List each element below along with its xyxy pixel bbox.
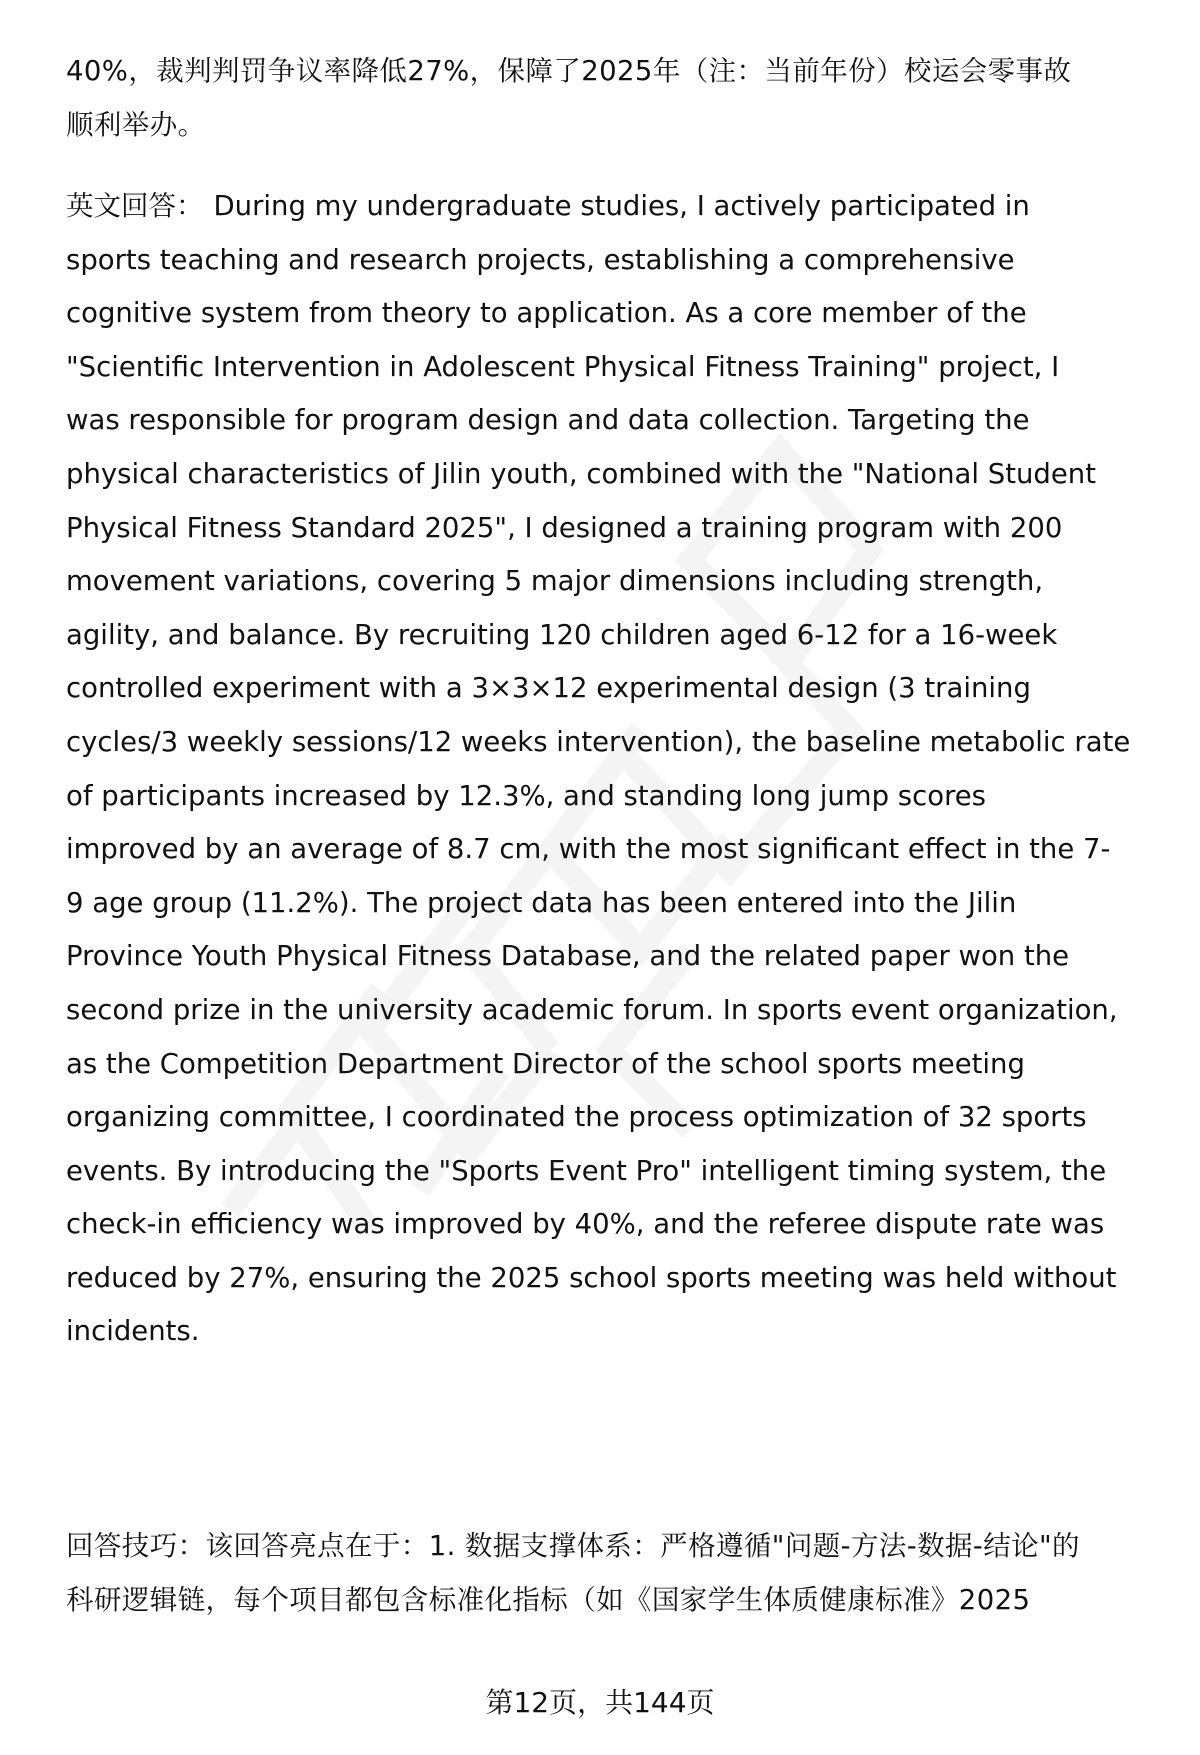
text-line: was responsible for program design and data collection. Targeting the bbox=[66, 404, 1030, 437]
english-answer-paragraph bbox=[66, 180, 1156, 1359]
english-answer-label: 英文回答： bbox=[66, 190, 204, 222]
text-line: of participants increased by 12.3%, and standing long jump scores bbox=[66, 779, 987, 812]
text-line: organizing committee, I coordinated the process optimization of 32 sports bbox=[66, 1101, 1087, 1134]
text-line: 40%，裁判判罚争议率降低27%，保障了2025年（注：当前年份）校运会零事故 bbox=[66, 55, 1072, 87]
text-line: controlled experiment with a 3×3×12 experimental design (3 training bbox=[66, 672, 1031, 705]
text-line: second prize in the university academic forum. In sports event organization, bbox=[66, 993, 1118, 1026]
text-line: agility, and balance. By recruiting 120 children aged 6-12 for a 16-week bbox=[66, 618, 1058, 651]
text-line: 回答技巧：该回答亮点在于：1. 数据支撑体系：严格遵循"问题-方法-数据-结论"的 bbox=[66, 1530, 1080, 1562]
text-line: During my undergraduate studies, I actively participated in bbox=[213, 190, 1030, 222]
text-line: events. By introducing the "Sports Event Pro" intelligent timing system, the bbox=[66, 1154, 1107, 1187]
text-line: improved by an average of 8.7 cm, with the most significant effect in the 7- bbox=[66, 833, 1111, 866]
continued-paragraph bbox=[66, 45, 1156, 152]
text-line: reduced by 27%, ensuring the 2025 school sports meeting was held without bbox=[66, 1261, 1117, 1294]
text-line: physical characteristics of Jilin youth, combined with the "National Student bbox=[66, 457, 1096, 490]
text-line: sports teaching and research projects, establishing a comprehensive bbox=[66, 243, 1015, 276]
text-line: 科研逻辑链，每个项目都包含标准化指标（如《国家学生体质健康标准》2025 bbox=[66, 1583, 1031, 1616]
text-line: Province Youth Physical Fitness Database, and the related paper won the bbox=[66, 940, 1070, 973]
answer-tips-paragraph bbox=[66, 1520, 1156, 1627]
text-line: "Scientific Intervention in Adolescent Physical Fitness Training" project, I bbox=[66, 350, 1060, 383]
text-line: Physical Fitness Standard 2025", I designed a training program with 200 bbox=[66, 511, 1063, 544]
text-line: 9 age group (11.2%). The project data has been entered into the Jilin bbox=[66, 886, 1017, 919]
text-line: 顺利举办。 bbox=[66, 108, 206, 141]
text-line: movement variations, covering 5 major dimensions including strength, bbox=[66, 565, 1044, 598]
text-line: incidents. bbox=[66, 1315, 200, 1348]
text-line: cognitive system from theory to application. As a core member of the bbox=[66, 297, 1027, 330]
text-line: cycles/3 weekly sessions/12 weeks intervention), the baseline metabolic rate bbox=[66, 725, 1131, 758]
text-line: as the Competition Department Director of the school sports meeting bbox=[66, 1047, 1025, 1080]
page-number-footer: 第12页，共144页 bbox=[485, 1686, 715, 1719]
text-line: check-in efficiency was improved by 40%, and the referee dispute rate was bbox=[66, 1208, 1105, 1241]
